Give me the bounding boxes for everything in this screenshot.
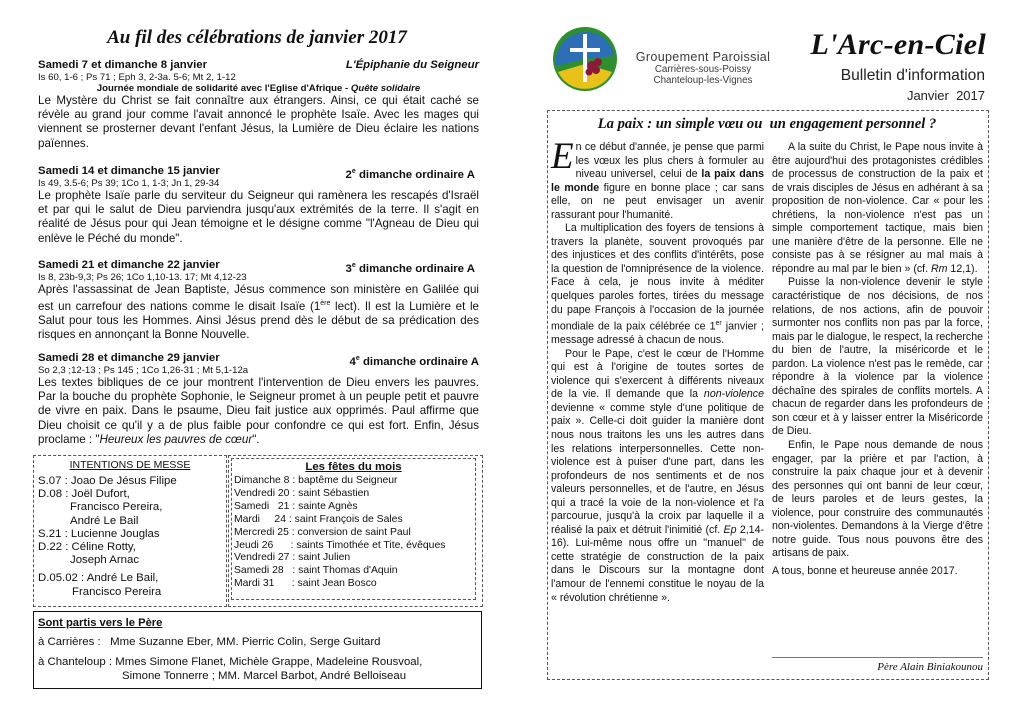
intention-line: S.07 : Joao De Jésus Filipe [38,475,177,487]
week-3-feast: 3e dimanche ordinaire A [345,262,475,275]
article-signature: Père Alain Biniakounou [877,661,983,673]
intention-line: Francisco Pereira, [70,501,163,514]
partis-title: Sont partis vers le Père [38,617,163,629]
week-1-header [38,59,479,72]
week-2-date: Samedi 14 et dimanche 15 janvier [38,165,220,177]
article-column-1 [551,136,764,605]
col2-paragraph-3: Enfin, le Pape nous demande de nous engager, par la prière et par l'action, à construire la paix chaque jour et à devenir des personnes qui ont banni de leur cœur, de leurs paroles et de leurs gestes, la violence, pour construire des communautés non-violentes. Demandons à la Vierge d'être notre guide. Tous nous pouvons être des artisans de paix. [772,439,983,560]
article-title: La paix : un simple vœu ou un engagement personnel ? [597,116,937,132]
parish-logo-icon [552,26,618,92]
parish-logo [552,26,618,92]
col1-paragraph-1: n ce début d'année, je pense que parmi les vœux les plus chers à formuler au niveau universel, celui de la paix dans le monde figure en bonne place ; car sans elle, on ne peut envisager un avenir rassurant pour l'humanité. [551,141,764,221]
fetes-title: Les fêtes du mois [305,461,402,473]
week-3 [38,259,479,343]
week-1-feast: L'Épiphanie du Seigneur [345,59,479,71]
week-2-header [38,165,479,181]
logo-line-2: Carrières-sous-Poissy [654,64,752,75]
logo-line-1: Groupement Paroissial [635,50,771,64]
fete-row: Vendredi 27 : saint Julien [234,552,351,564]
week-1-date: Samedi 7 et dimanche 8 janvier [38,59,208,71]
article-column-2 [772,141,983,579]
partis-chanteloup: à Chanteloup : Mmes Simone Flanet, Michèle Grappe, Madeleine Rousvoal, Simone Tonnerre ; MM. Marcel Barbot, André Belloiseau [38,656,423,682]
week-4-date: Samedi 28 et dimanche 29 janvier [38,352,220,364]
masthead-title: L'Arc-en-Ciel [810,28,986,61]
masthead-subtitle: Bulletin d'information [840,67,985,84]
fetes-box [228,455,483,607]
fetes-list [232,473,475,591]
week-2-text: Le prophète Isaïe parle du serviteur du Seigneur qui ramènera les rescapés d'Israël et par qui le salut de Dieu parviendra jusqu'aux extrémités de la terre. Il s'agit en réalité de Jésus pour qui Jean témoigne et le désigne comme "l'Agneau de Dieu qui enlève le Péché du monde". [38,189,479,245]
intentions-title: INTENTIONS DE MESSE [69,459,191,471]
week-3-header [38,259,479,275]
week-4-text: Les textes bibliques de ce jour montrent l'intervention de Dieu envers les pauvres. Par la bouche du prophète Sophonie, le Seigneur promet à un peuple petit et pauvre de vivre en paix. Dans le psaume, Dieu fait justice aux opprimés. Paul affirme que Dieu choisit ce qu'il y a de plus faible pour confondre ce qui est fort. Enfin, Jésus proclame : "Heureux les pauvres de cœur". [38,376,479,446]
intention-line: D.22 : Céline Rotty, [38,541,136,554]
fete-row: Jeudi 26 : saints Timothée et Tite, évêques [234,539,446,551]
fete-row: Vendredi 20 : saint Sébastien [234,487,370,499]
week-3-refs: Is 8, 23b-9,3; Ps 26; 1Co 1,10-13. 17; Mt 4,12-23 [38,272,247,283]
col2-paragraph-2: Puisse la non-violence devenir le style caractéristique de nos décisions, de nos relations, de nos actions, afin de pouvoir surmonter nos conflits non pas par la force, mais par le dialogue, le respect, la recherche du bien de l'autre, la miséricorde et le pardon. La violence n'est pas le remède, car répondre à la violence par la violence déchaîne des spirales de conflits mortels. A chacun de regarder dans les profondeurs de son cœur et à y laisser entrer la Miséricorde de Dieu. [772,276,983,438]
col1-paragraph-2: La multiplication des foyers de tensions à travers la planète, souvent provoqués par des injustices et des conflits d'intérêts, pose la question de l'omniprésence de la violence. Face à cela, je nous invite à méditer quelques paroles fortes, tirées du message du pape François à l'occasion de la journée mondiale de la paix célébrée ce 1er janvier ; message adressé à chacun de nous. [551,222,764,347]
week-2-feast: 2e dimanche ordinaire A [345,168,475,181]
left-page-title: Au fil des célébrations de janvier 2017 [107,27,407,48]
col2-closing: A tous, bonne et heureuse année 2017. [772,564,958,577]
fete-row: Mercredi 25 : conversion de saint Paul [234,526,411,538]
partis-box [33,611,482,689]
intention-line: André Le Bail [70,514,139,527]
week-4-feast: 4e dimanche ordinaire A [349,355,479,368]
article-dropcap: E [551,136,574,177]
fetes-box-inner [231,458,476,600]
fete-row: Samedi 21 : sainte Agnès [234,500,358,512]
week-4-refs: So 2,3 ;12-13 ; Ps 145 ; 1Co 1,26-31 ; Mt 5,1-12a [38,365,249,376]
intention-line: Francisco Pereira [72,585,162,598]
partis-carrieres: à Carrières : Mme Suzanne Eber, MM. Pierric Colin, Serge Guitard [38,636,381,648]
masthead-month: Janvier 2017 [906,88,985,103]
week-1-refs: Is 60, 1-6 ; Ps 71 ; Eph 3, 2-3a. 5-6; Mt 2, 1-12 [38,72,236,83]
signature-divider [772,657,983,658]
week-1 [38,59,479,151]
week-3-text: Après l'assassinat de Jean Baptiste, Jésus commence son ministère en Galilée qui est un carrefour des nations comme le disait Isaïe (1ère lect). Il est la Lumière et le Salut pour tous les Hommes. Ainsi Jésus prend dès le début de sa prédication des risques en annonçant la Bonne Nouvelle. [38,283,479,342]
week-4 [38,352,479,447]
week-1-text: Le Mystère du Christ se fait connaître aux étrangers. Ainsi, ce qui était caché se révèle au grand jour comme l'avait annoncé le prophète Isaïe. Avec les mages qui viennent se prosterner devant l'enfant Jésus, la Lumière de Dieu éclaire les nations païennes. [38,94,479,150]
fete-row: Mardi 31 : saint Jean Bosco [234,578,377,590]
intention-line: D.05.02 : André Le Bail, [38,572,159,585]
intention-line: Joseph Arnac [70,554,140,567]
week-1-note: Journée mondiale de solidarité avec l'Eglise d'Afrique - Quête solidaire [96,83,421,94]
week-2-refs: Is 49, 3.5-6; Ps 39; 1Co 1, 1-3; Jn 1, 29-34 [38,178,220,189]
intention-line: D.08 : Joël Dufort, [38,488,130,501]
col2-paragraph-1: A la suite du Christ, le Pape nous invite à être aujourd'hui des protagonistes crédibles de processus de construction de la paix et de vrais disciples de Jésus en adhérant à sa proposition de non-violence. Car « pour les chrétiens, la non-violence n'est pas un simple comportement tactique, mais bien une manière d'être de la personne. Elle ne consiste pas à se résigner au mal mais à répondre au mal par le bien » (cf. Rm 12,1). [772,141,983,275]
logo-text [618,50,788,86]
week-4-header [38,352,479,368]
intentions-list [34,471,226,599]
fete-row: Dimanche 8 : baptême du Seigneur [234,475,398,486]
col1-paragraph-3: Pour le Pape, c'est le cœur de l'Homme qui est à l'origine de toutes sortes de violence qui s'exercent à différents niveaux de la vie. Il demande que la non-violence devienne « comme style d'une politique de paix ». Celle-ci doit guider la manière dont nous nous traitons les uns les autres dans les relations interpersonnelles. Cette non-violence est à puiser d'une part, dans les profondeurs de nos sentiments et de nos valeurs personnelles, et de l'autre, en Jésus qui a tracé la voie de la non-violence et l'a parcourue, jusqu'à la croix par laquelle il a réalisé la paix et détruit l'inimitié (cf. Ep 2,14-16). Lui-même nous offre un ''manuel'' de cette stratégie de construction de la paix dans le Discours sur la montagne dont l'amour de l'ennemi constitue le noyau de la « révolution chrétienne ». [551,347,764,604]
logo-line-3: Chanteloup-les-Vignes [653,75,753,86]
week-2 [38,165,479,246]
week-3-date: Samedi 21 et dimanche 22 janvier [38,259,220,271]
fete-row: Samedi 28 : saint Thomas d'Aquin [234,565,398,577]
intention-line: S.21 : Lucienne Jouglas [38,527,160,540]
intentions-box [33,455,227,607]
fete-row: Mardi 24 : saint François de Sales [234,513,403,525]
